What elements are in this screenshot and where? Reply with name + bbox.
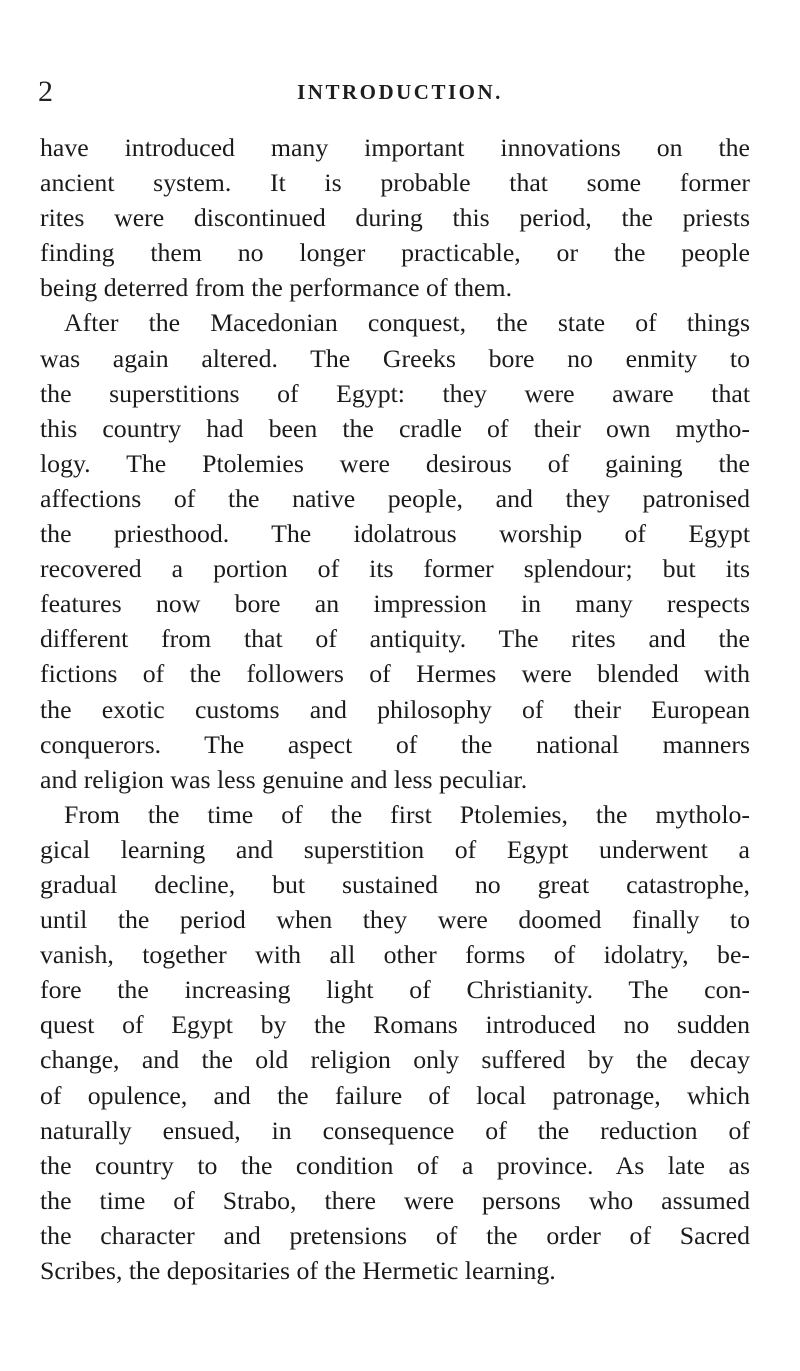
text-line: until the period when they were doomed finally to bbox=[40, 905, 750, 935]
text-line: finding them no longer practicable, or the people bbox=[40, 238, 750, 268]
text-line: recovered a portion of its former splendour; but its bbox=[40, 554, 750, 584]
text-line: different from that of antiquity. The rites and the bbox=[40, 624, 750, 654]
text-line: gical learning and superstition of Egypt underwent a bbox=[40, 834, 750, 864]
text-line: was again altered. The Greeks bore no enmity to bbox=[40, 343, 750, 373]
text-line: fictions of the followers of Hermes were blended with bbox=[40, 659, 750, 689]
running-head: INTRODUCTION. bbox=[297, 80, 503, 104]
text-line: the time of Strabo, there were persons who assumed bbox=[40, 1185, 750, 1215]
text-line: Scribes, the depositaries of the Hermetic learning. bbox=[40, 1256, 556, 1285]
text-line: this country had been the cradle of their own mytho- bbox=[40, 413, 750, 443]
text-line: and religion was less genuine and less peculiar. bbox=[40, 764, 528, 794]
text-line: conquerors. The aspect of the national manners bbox=[40, 729, 750, 759]
text-line: the exotic customs and philosophy of their European bbox=[40, 694, 750, 724]
text-line: the country to the condition of a province. As late as bbox=[40, 1150, 750, 1180]
text-line: change, and the old religion only suffered by the decay bbox=[40, 1045, 750, 1075]
text-line: the superstitions of Egypt: they were aware that bbox=[40, 378, 750, 408]
text-line: fore the increasing light of Christianity. The con- bbox=[40, 975, 750, 1005]
text-line: naturally ensued, in consequence of the reduction of bbox=[40, 1115, 750, 1145]
text-line: of opulence, and the failure of local patronage, which bbox=[40, 1080, 750, 1110]
body-text bbox=[40, 130, 750, 1288]
text-line: features now bore an impression in many respects bbox=[40, 589, 750, 619]
text-line: have introduced many important innovations on the bbox=[40, 133, 750, 162]
text-line: affections of the native people, and they patronised bbox=[40, 483, 750, 513]
text-line: logy. The Ptolemies were desirous of gaining the bbox=[40, 448, 750, 478]
text-line: After the Macedonian conquest, the state of things bbox=[64, 308, 750, 338]
text-line: being deterred from the performance of them. bbox=[40, 273, 513, 303]
text-line: rites were discontinued during this period, the priests bbox=[40, 203, 750, 233]
text-line: gradual decline, but sustained no great catastrophe, bbox=[40, 869, 750, 899]
page-header bbox=[0, 72, 800, 112]
text-line: the character and pretensions of the order of Sacred bbox=[40, 1220, 750, 1250]
text-line: the priesthood. The idolatrous worship of Egypt bbox=[40, 519, 750, 549]
text-line: vanish, together with all other forms of idolatry, be- bbox=[40, 940, 750, 970]
text-line: From the time of the first Ptolemies, the mytholo- bbox=[64, 799, 750, 829]
text-line: quest of Egypt by the Romans introduced no sudden bbox=[40, 1010, 750, 1040]
page-number: 2 bbox=[38, 75, 53, 108]
text-line: ancient system. It is probable that some former bbox=[40, 168, 750, 198]
